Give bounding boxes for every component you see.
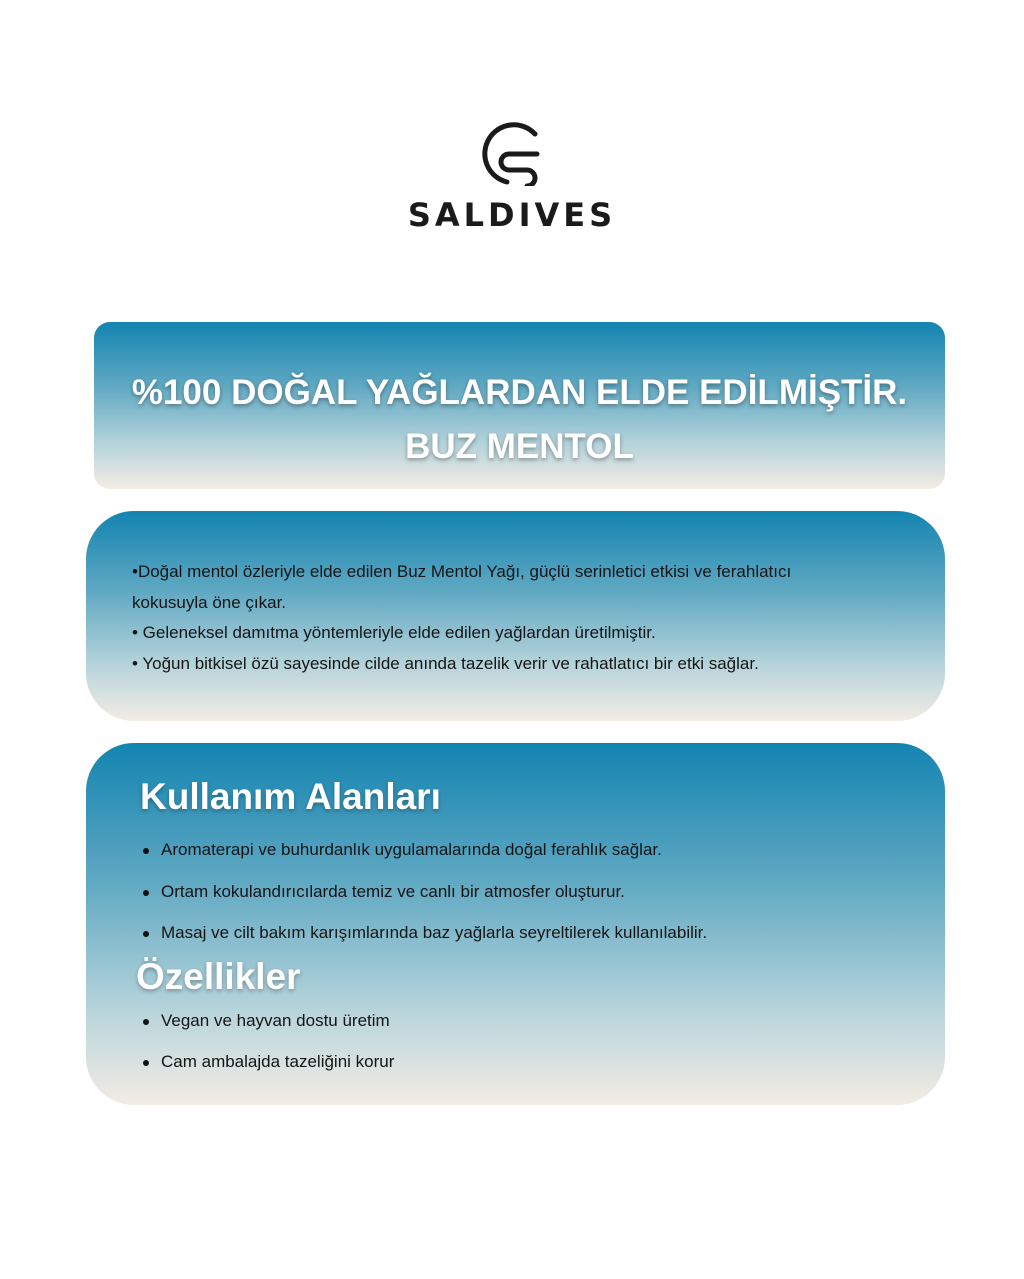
description-line: • Yoğun bitkisel özü sayesinde cilde anında tazelik verir ve rahatlatıcı bir etki sağlar. (132, 653, 759, 673)
feature-item: Vegan ve hayvan dostu üretim (140, 1000, 905, 1042)
description-line: • Geleneksel damıtma yöntemleriyle elde edilen yağlardan üretilmiştir. (132, 623, 656, 642)
headline-card (94, 322, 945, 489)
usage-features-card (86, 743, 945, 1105)
usage-title: Kullanım Alanları (140, 776, 441, 817)
brand-logo (0, 120, 1024, 234)
feature-item: Cam ambalajda tazeliğini korur (140, 1041, 905, 1083)
brand-name: SALDIVES (407, 196, 617, 234)
description-line: •Doğal mentol özleriyle elde edilen Buz Mentol Yağı, güçlü serinletici etkisi ve ferahlatıcı (132, 562, 792, 581)
usage-list (140, 829, 905, 954)
description-line: kokusuyla öne çıkar. (132, 592, 287, 612)
features-list (140, 1000, 905, 1083)
headline-line-1: %100 DOĞAL YAĞLARDAN ELDE EDİLMİŞTİR. (131, 373, 908, 412)
usage-item: Aromaterapi ve buhurdanlık uygulamalarında doğal ferahlık sağlar. (140, 829, 905, 871)
headline-line-2: BUZ MENTOL (405, 427, 634, 466)
features-title: Özellikler (136, 955, 301, 997)
usage-item: Masaj ve cilt bakım karışımlarında baz yağlarla seyreltilerek kullanılabilir. (140, 912, 905, 954)
usage-item: Ortam kokulandırıcılarda temiz ve canlı bir atmosfer oluşturur. (140, 871, 905, 913)
description-card (86, 511, 945, 721)
gs-monogram-logo-icon (477, 120, 547, 186)
